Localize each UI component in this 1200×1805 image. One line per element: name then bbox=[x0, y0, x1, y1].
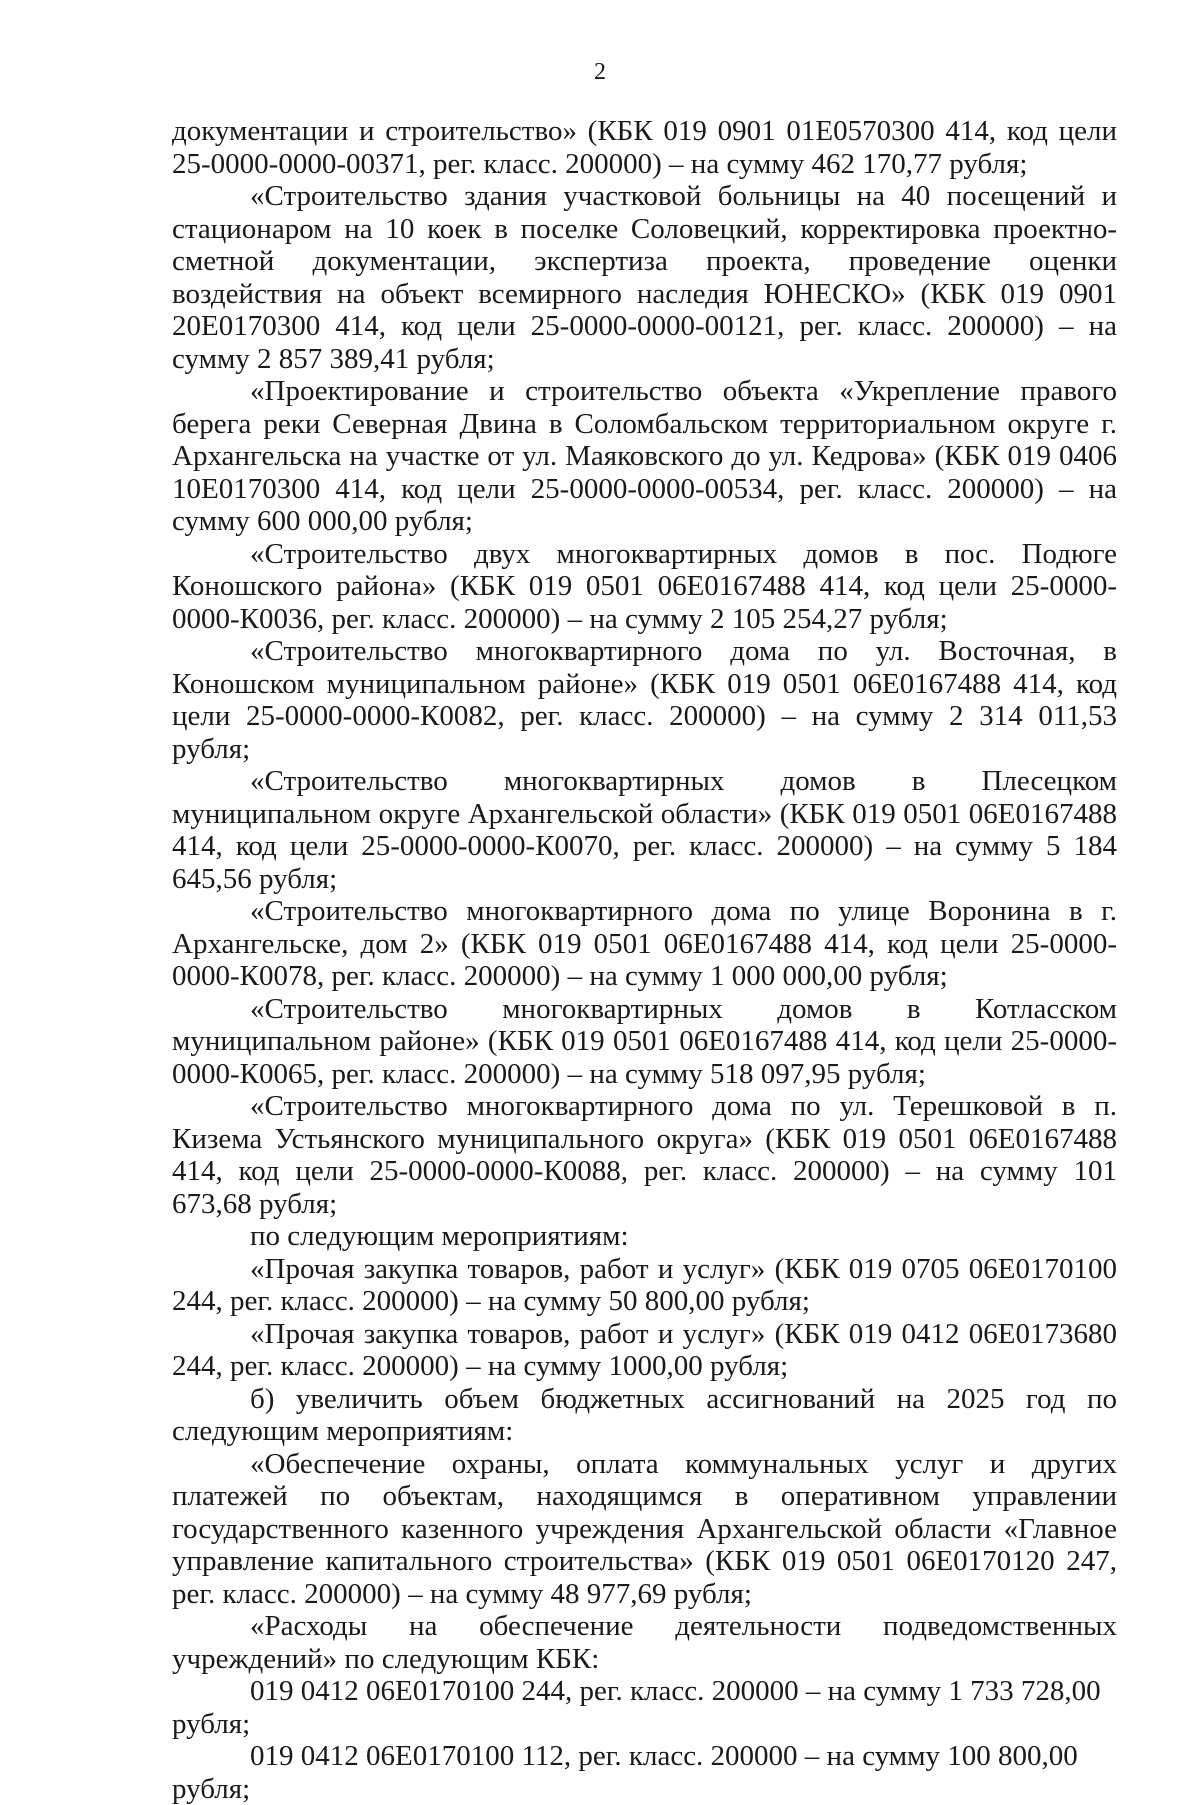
paragraph-kizema-house: «Строительство многоквартирного дома по ул. Терешковой в п. Кизема Устьянского муниципального округа» (КБК 019 0501 06Е0167488 414, код цели 25-0000-0000-К0088, рег. класс. 200000) – на сумму 101 673,68 рубля; bbox=[172, 1090, 1117, 1220]
page-number: 2 bbox=[594, 59, 606, 85]
paragraph-kotlas-houses: «Строительство многоквартирных домов в Котласском муниципальном районе» (КБК 019 0501 06Е0167488 414, код цели 25-0000-0000-К0065, рег. класс. 200000) – на сумму 518 097,95 рубля; bbox=[172, 992, 1117, 1090]
paragraph-security-utilities: «Обеспечение охраны, оплата коммунальных услуг и других платежей по объектам, находящимся в оперативном управлении государственного казенного учреждения Архангельской области «Главное управление капитального строительства» (КБК 019 0501 06Е0170120 247, рег. класс. 200000) – на сумму 48 977,69 рубля; bbox=[172, 1447, 1117, 1610]
paragraph-continuation: документации и строительство» (КБК 019 0901 01Е0570300 414, код цели 25-0000-0000-00371, рег. класс. 200000) – на сумму 462 170,77 рубля; bbox=[172, 115, 1117, 180]
paragraph-increase-2025: б) увеличить объем бюджетных ассигнований на 2025 год по следующим мероприятиям: bbox=[172, 1382, 1117, 1447]
paragraph-kbk-244: 019 0412 06Е0170100 244, рег. класс. 200000 – на сумму 1 733 728,00 рубля; bbox=[172, 1675, 1101, 1740]
paragraph-podyuga-houses: «Строительство двух многоквартирных домов в пос. Подюге Коношского района» (КБК 019 0501 06Е0167488 414, код цели 25-0000-0000-К0036, рег. класс. 200000) – на сумму 2 105 254,27 рубля; bbox=[172, 537, 1117, 635]
paragraph-measures-intro: по следующим мероприятиям: bbox=[250, 1220, 629, 1252]
paragraph-kbk-112: 019 0412 06Е0170100 112, рег. класс. 200000 – на сумму 100 800,00 рубля; bbox=[172, 1740, 1078, 1805]
paragraph-procurement-0412: «Прочая закупка товаров, работ и услуг» (КБК 019 0412 06Е0173680 244, рег. класс. 200000) – на сумму 1000,00 рубля; bbox=[172, 1317, 1117, 1382]
paragraph-vostochnaya-house: «Строительство многоквартирного дома по ул. Восточная, в Коношском муниципальном районе» (КБК 019 0501 06Е0167488 414, код цели 25-0000-0000-К0082, рег. класс. 200000) – на сумму 2 314 011,53 рубля; bbox=[172, 635, 1117, 765]
paragraph-solovetsky-hospital: «Строительство здания участковой больницы на 40 посещений и стационаром на 10 коек в поселке Соловецкий, корректировка проектно-сметной документации, экспертиза проекта, проведение оценки воздействия на объект всемирного наследия ЮНЕСКО» (КБК 019 0901 20Е0170300 414, код цели 25-0000-0000-00121, рег. класс. 200000) – на сумму 2 857 389,41 рубля; bbox=[172, 180, 1117, 375]
paragraph-plesetsk-houses: «Строительство многоквартирных домов в Плесецком муниципальном округе Архангельской области» (КБК 019 0501 06Е0167488 414, код цели 25-0000-0000-К0070, рег. класс. 200000) – на сумму 5 184 645,56 рубля; bbox=[172, 765, 1117, 895]
paragraph-voronina-house: «Строительство многоквартирного дома по улице Воронина в г. Архангельске, дом 2» (КБК 019 0501 06Е0167488 414, код цели 25-0000-0000-К0078, рег. класс. 200000) – на сумму 1 000 000,00 рубля; bbox=[172, 895, 1117, 992]
paragraph-procurement-0705: «Прочая закупка товаров, работ и услуг» (КБК 019 0705 06Е0170100 244, рег. класс. 200000) – на сумму 50 800,00 рубля; bbox=[172, 1252, 1117, 1317]
document-body bbox=[172, 115, 1117, 1805]
paragraph-subordinate-institutions: «Расходы на обеспечение деятельности подведомственных учреждений» по следующим КБК: bbox=[172, 1610, 1117, 1675]
paragraph-dvina-bank: «Проектирование и строительство объекта «Укрепление правого берега реки Северная Двина в Соломбальском территориальном округе г. Архангельска на участке от ул. Маяковского до ул. Кедрова» (КБК 019 0406 10Е0170300 414, код цели 25-0000-0000-00534, рег. класс. 200000) – на сумму 600 000,00 рубля; bbox=[172, 375, 1117, 537]
